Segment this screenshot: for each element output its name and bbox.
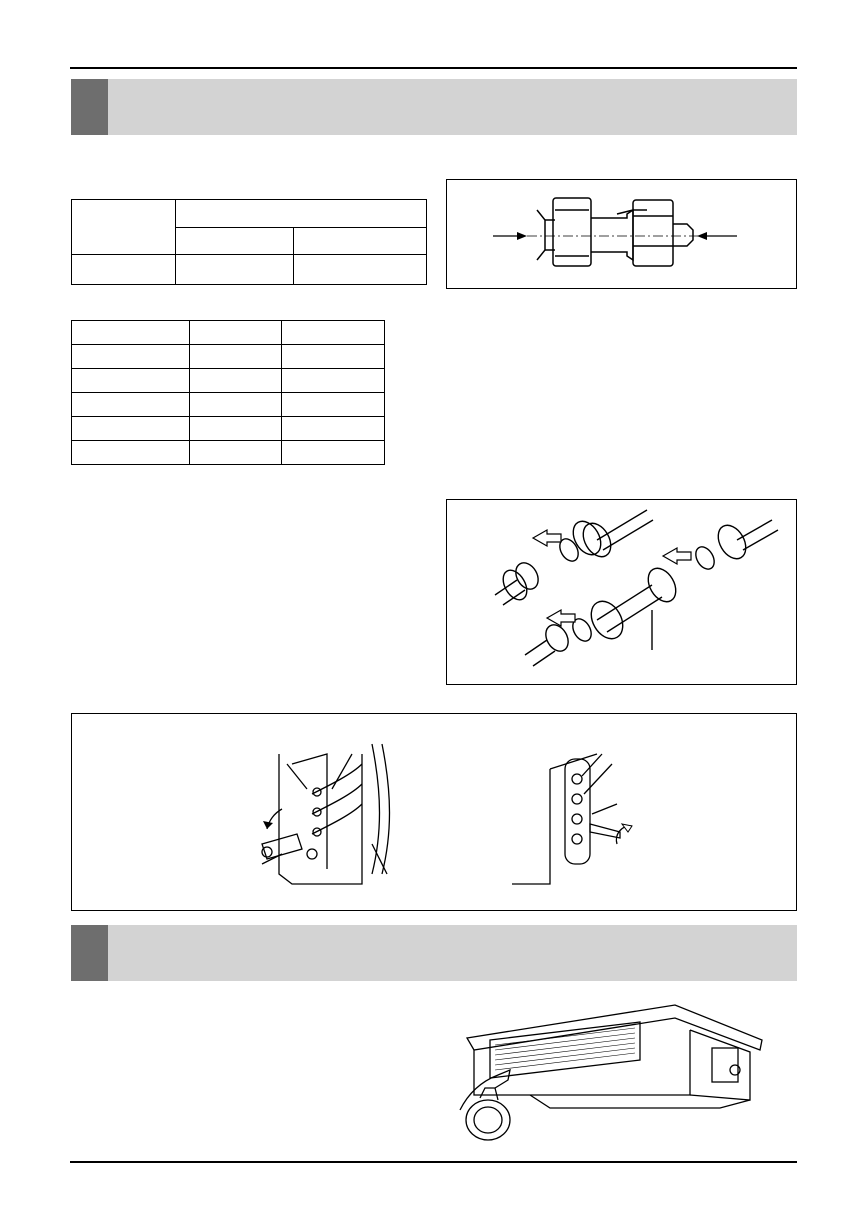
- section-banner-2: [71, 925, 797, 981]
- table-cell: [72, 321, 190, 345]
- table-row: [72, 369, 385, 393]
- flare-connection-figure: [446, 499, 797, 685]
- union-fitting-figure: [446, 179, 797, 289]
- table-cell: [190, 345, 282, 369]
- table-1-header-cell: [176, 200, 427, 228]
- table-cell: [190, 393, 282, 417]
- table-cell: [282, 369, 385, 393]
- indoor-unit-illustration: [450, 1000, 780, 1145]
- table-cell: [176, 255, 294, 285]
- table-cell: [190, 369, 282, 393]
- table-row: [72, 255, 427, 285]
- table-cell: [72, 255, 176, 285]
- table-cell: [190, 321, 282, 345]
- table-1-header-cell: [72, 200, 176, 255]
- table-cell: [282, 417, 385, 441]
- table-cell: [190, 441, 282, 465]
- valve-connection-figure: [71, 713, 797, 911]
- valve-connection-drawing: [72, 714, 798, 912]
- table-cell: [282, 441, 385, 465]
- spec-table-1: [71, 199, 427, 285]
- header-rule: [70, 67, 797, 69]
- table-cell: [282, 321, 385, 345]
- section-banner-1: [71, 79, 797, 135]
- table-cell: [294, 255, 427, 285]
- table-row: [72, 321, 385, 345]
- table-cell: [72, 417, 190, 441]
- table-cell: [72, 393, 190, 417]
- table-row: [72, 417, 385, 441]
- union-fitting-drawing: [447, 180, 798, 290]
- indoor-unit-drawing: [450, 1000, 780, 1145]
- footer-rule: [70, 1161, 797, 1163]
- table-cell: [190, 417, 282, 441]
- table-cell: [282, 345, 385, 369]
- table-1-header-cell: [176, 228, 294, 255]
- table-cell: [72, 441, 190, 465]
- table-cell: [282, 393, 385, 417]
- table-row: [72, 345, 385, 369]
- section-banner-tab: [71, 925, 108, 981]
- flare-connection-drawing: [447, 500, 798, 686]
- table-cell: [72, 369, 190, 393]
- section-banner-tab: [71, 79, 108, 135]
- table-1-header-cell: [294, 228, 427, 255]
- table-cell: [72, 345, 190, 369]
- spec-table-2: [71, 320, 385, 465]
- table-row: [72, 393, 385, 417]
- table-row: [72, 441, 385, 465]
